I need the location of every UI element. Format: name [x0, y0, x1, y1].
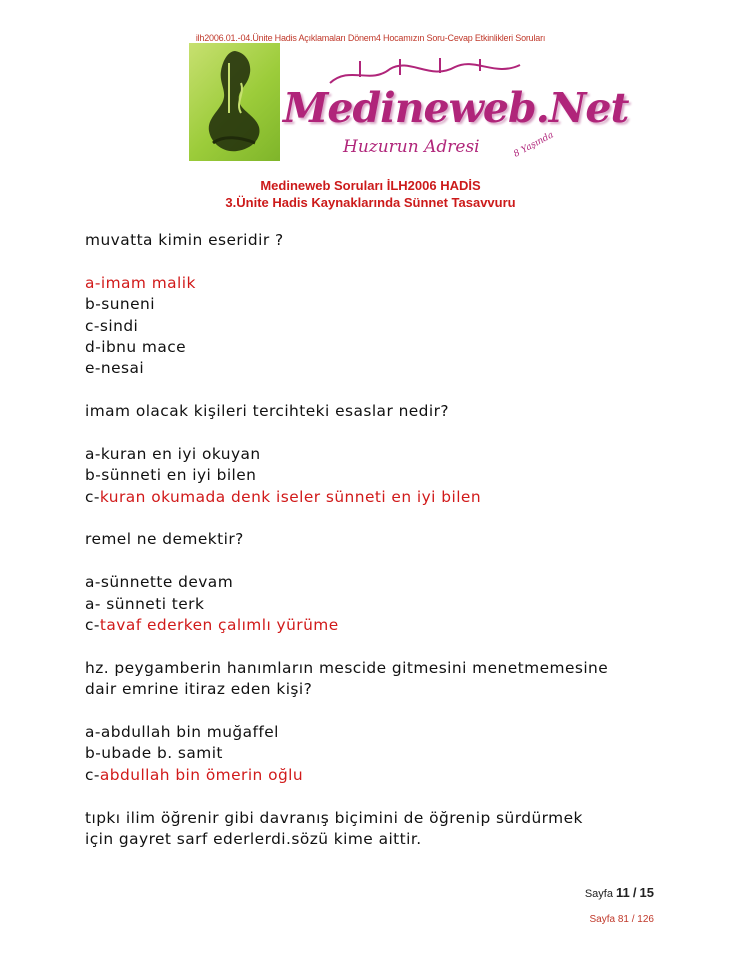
answer-option-correct — [85, 487, 675, 508]
page-number: Sayfa 11 / 15 — [584, 885, 654, 900]
answer-prefix: c- — [85, 765, 100, 784]
answer-option: a-kuran en iyi okuyan — [85, 444, 261, 463]
answer-option-correct — [85, 765, 675, 786]
page-count: 15 — [639, 885, 654, 900]
header-note: ilh2006.01.-04.Ünite Hadis Açıklamaları Dönem4 Hocamızın Soru-Cevap Etkinlikleri Soruları — [195, 33, 546, 43]
answer-text: abdullah bin ömerin oğlu — [99, 765, 304, 784]
answer-option: b-sünneti en iyi bilen — [85, 466, 257, 485]
answer-prefix: c- — [85, 616, 100, 635]
page-label: Sayfa — [584, 888, 613, 900]
answer-option-correct — [85, 615, 675, 636]
answer-option: a-sünnette devam — [85, 573, 234, 592]
answer-option: e-nesai — [85, 359, 145, 378]
calligraphy-logo-image — [189, 43, 280, 161]
question-text: muvatta kimin eseridir ? — [85, 231, 284, 249]
site-name: Medineweb.Net — [283, 84, 629, 132]
site-tagline: Huzurun Adresi — [343, 137, 480, 157]
answer-text: kuran okumada denk iseler sünneti en iyi bilen — [99, 487, 482, 506]
question-list — [85, 230, 675, 850]
question-text: remel ne demektir? — [85, 530, 244, 549]
question-text: için gayret sarf ederlerdi.sözü kime aittir. — [85, 829, 422, 848]
page-current: 11 — [616, 885, 630, 900]
answer-option: b-suneni — [85, 295, 155, 314]
answer-prefix: c- — [85, 487, 100, 506]
question-text: dair emrine itiraz eden kişi? — [85, 680, 313, 699]
site-age-badge: 8 Yaşında — [512, 130, 556, 160]
answer-option-correct: a-imam malik — [85, 273, 196, 292]
document-title: Medineweb Soruları İLH2006 HADİS — [260, 178, 481, 193]
answer-option: a- sünneti terk — [85, 594, 205, 613]
answer-option: c-sindi — [85, 316, 139, 335]
answer-text: tavaf ederken çalımlı yürüme — [99, 616, 339, 635]
question-text: imam olacak kişileri tercihteki esaslar nedir? — [85, 402, 450, 421]
answer-option: b-ubade b. samit — [85, 744, 223, 763]
question-text: hz. peygamberin hanımların mescide gitmesini menetmemesine — [85, 658, 609, 677]
question-text: tıpkı ilim öğrenir gibi davranış biçimini de öğrenip sürdürmek — [85, 808, 583, 827]
answer-option: a-abdullah bin muğaffel — [85, 722, 279, 741]
document-subtitle: 3.Ünite Hadis Kaynaklarında Sünnet Tasavvuru — [225, 195, 516, 210]
page-total: Sayfa 81 / 126 — [589, 914, 654, 925]
answer-option: d-ibnu mace — [85, 337, 187, 356]
